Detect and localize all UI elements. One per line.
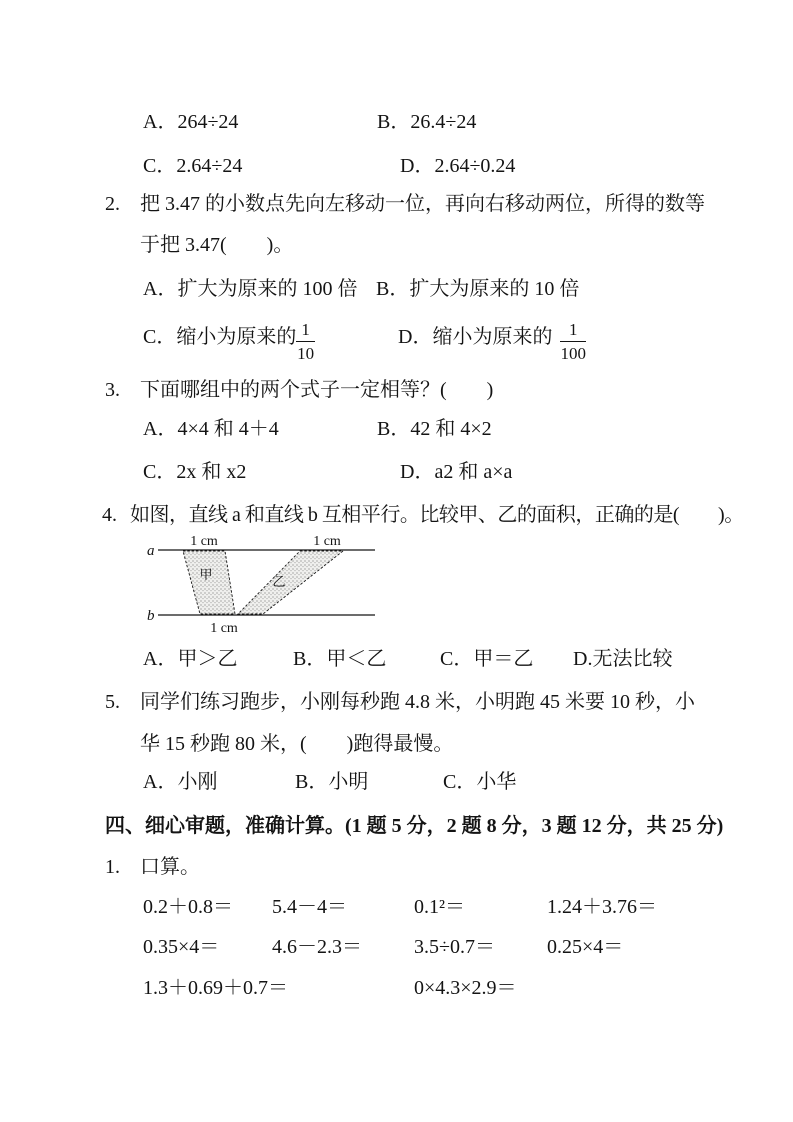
q4-figure [140,532,385,640]
q3-stem: 下面哪组中的两个式子一定相等？( ) [140,379,494,401]
option-label: A． [143,771,178,793]
option-label: C． [143,155,177,177]
option-label: C． [143,461,177,483]
length-label-top-right: 1 cm [313,534,341,549]
parallelogram-yi [238,551,343,614]
option-label: C． [443,771,477,793]
option-label: D． [398,326,433,349]
option-text: 甲＜乙 [326,648,387,670]
calc-expression: 1.3＋0.69＋0.7＝ [143,977,288,999]
q5-option-a [143,768,217,796]
fraction-numerator: 1 [560,321,586,342]
option-label: A． [143,418,178,440]
option-text: 264÷24 [177,111,239,133]
q5-option-b [295,768,368,796]
option-text: 小华 [476,771,517,793]
option-text: 甲＞乙 [177,648,238,670]
q4-option-c [440,645,533,673]
calc-expression: 0.2＋0.8＝ [143,896,233,918]
option-label: A． [143,648,178,670]
q1-option-a [143,108,238,136]
option-text: 2.64÷0.24 [434,155,516,177]
q4-option-b [293,645,386,673]
option-label: B． [295,771,329,793]
option-text: 扩大为原来的 10 倍 [409,278,580,300]
option-label: D． [400,155,435,177]
option-label: B． [376,278,410,300]
q5-stem-line1: 同学们练习跑步，小刚每秒跑 4.8 米，小明跑 45 米要 10 秒，小 [140,691,695,713]
calc-expression: 0×4.3×2.9＝ [414,977,517,999]
fraction-one-tenth [296,321,315,362]
q2-number: 2. [105,193,120,215]
parallelogram-jia [183,551,235,614]
option-label: A． [143,278,178,300]
q4-stem: 如图，直线 a 和直线 b 互相平行。比较甲、乙的面积，正确的是( )。 [130,504,744,526]
q4-option-d [573,645,672,673]
q2-option-c [143,318,315,363]
option-text: 4×4 和 4＋4 [177,418,279,440]
calc-expression: 0.35×4＝ [143,936,220,958]
option-label: D． [400,461,435,483]
calc-expression: 5.4－4＝ [272,896,347,918]
q2-stem-line2: 于把 3.47( )。 [140,234,294,256]
line-a-label: a [147,543,155,559]
option-text: a2 和 a×a [434,461,513,483]
q5-option-c [443,768,516,796]
option-text: 小刚 [177,771,218,793]
option-text: 42 和 4×2 [410,418,492,440]
option-text: 缩小为原来的 [432,326,553,349]
option-label: C． [143,326,177,349]
q1-option-b [377,108,476,136]
length-label-bottom: 1 cm [210,621,238,636]
option-text: 缩小为原来的 [176,326,297,349]
fraction-denominator: 100 [560,344,586,363]
option-label: B． [293,648,327,670]
q3-option-b [377,415,492,443]
q2-option-b [376,275,579,303]
line-b-label: b [147,608,155,624]
calc-expression: 4.6－2.3＝ [272,936,362,958]
option-text: 小明 [328,771,369,793]
q5-number: 5. [105,691,120,713]
q2-option-a [143,275,357,303]
option-text: 扩大为原来的 100 倍 [177,278,358,300]
q1-option-d [400,152,515,180]
q5-stem-line2: 华 15 秒跑 80 米，( )跑得最慢。 [140,733,454,755]
jia-label: 甲 [199,567,213,582]
length-label-top-left: 1 cm [190,534,218,549]
q2-option-d [398,318,586,363]
option-text: 2x 和 x2 [176,461,247,483]
fraction-denominator: 10 [297,344,315,363]
option-label: D. [573,648,593,670]
q4-option-a [143,645,237,673]
option-text: 无法比较 [592,648,673,670]
calc-expression: 0.25×4＝ [547,936,624,958]
q1-option-c [143,152,242,180]
option-label: C． [440,648,474,670]
calc-expression: 0.1²＝ [414,896,465,918]
fraction-numerator: 1 [296,321,315,342]
option-text: 2.64÷24 [176,155,243,177]
q3-number: 3. [105,379,120,401]
q3-option-c [143,458,246,486]
calc-expression: 1.24＋3.76＝ [547,896,657,918]
yi-label: 乙 [272,574,286,589]
q3-option-a [143,415,279,443]
calc-expression: 3.5÷0.7＝ [414,936,495,958]
section4-heading: 四、细心审题，准确计算。(1 题 5 分，2 题 8 分，3 题 12 分，共 25 分) [105,815,724,837]
option-label: B． [377,111,411,133]
option-text: 26.4÷24 [410,111,477,133]
option-text: 甲＝乙 [473,648,534,670]
q2-stem-line1: 把 3.47 的小数点先向左移动一位，再向右移动两位，所得的数等 [140,193,705,215]
q3-option-d [400,458,512,486]
option-label: A． [143,111,178,133]
section4-item1-number: 1. [105,856,120,878]
q4-number: 4. [102,504,117,526]
option-label: B． [377,418,411,440]
fraction-one-hundredth [560,321,586,362]
section4-item1-title: 口算。 [140,856,200,878]
